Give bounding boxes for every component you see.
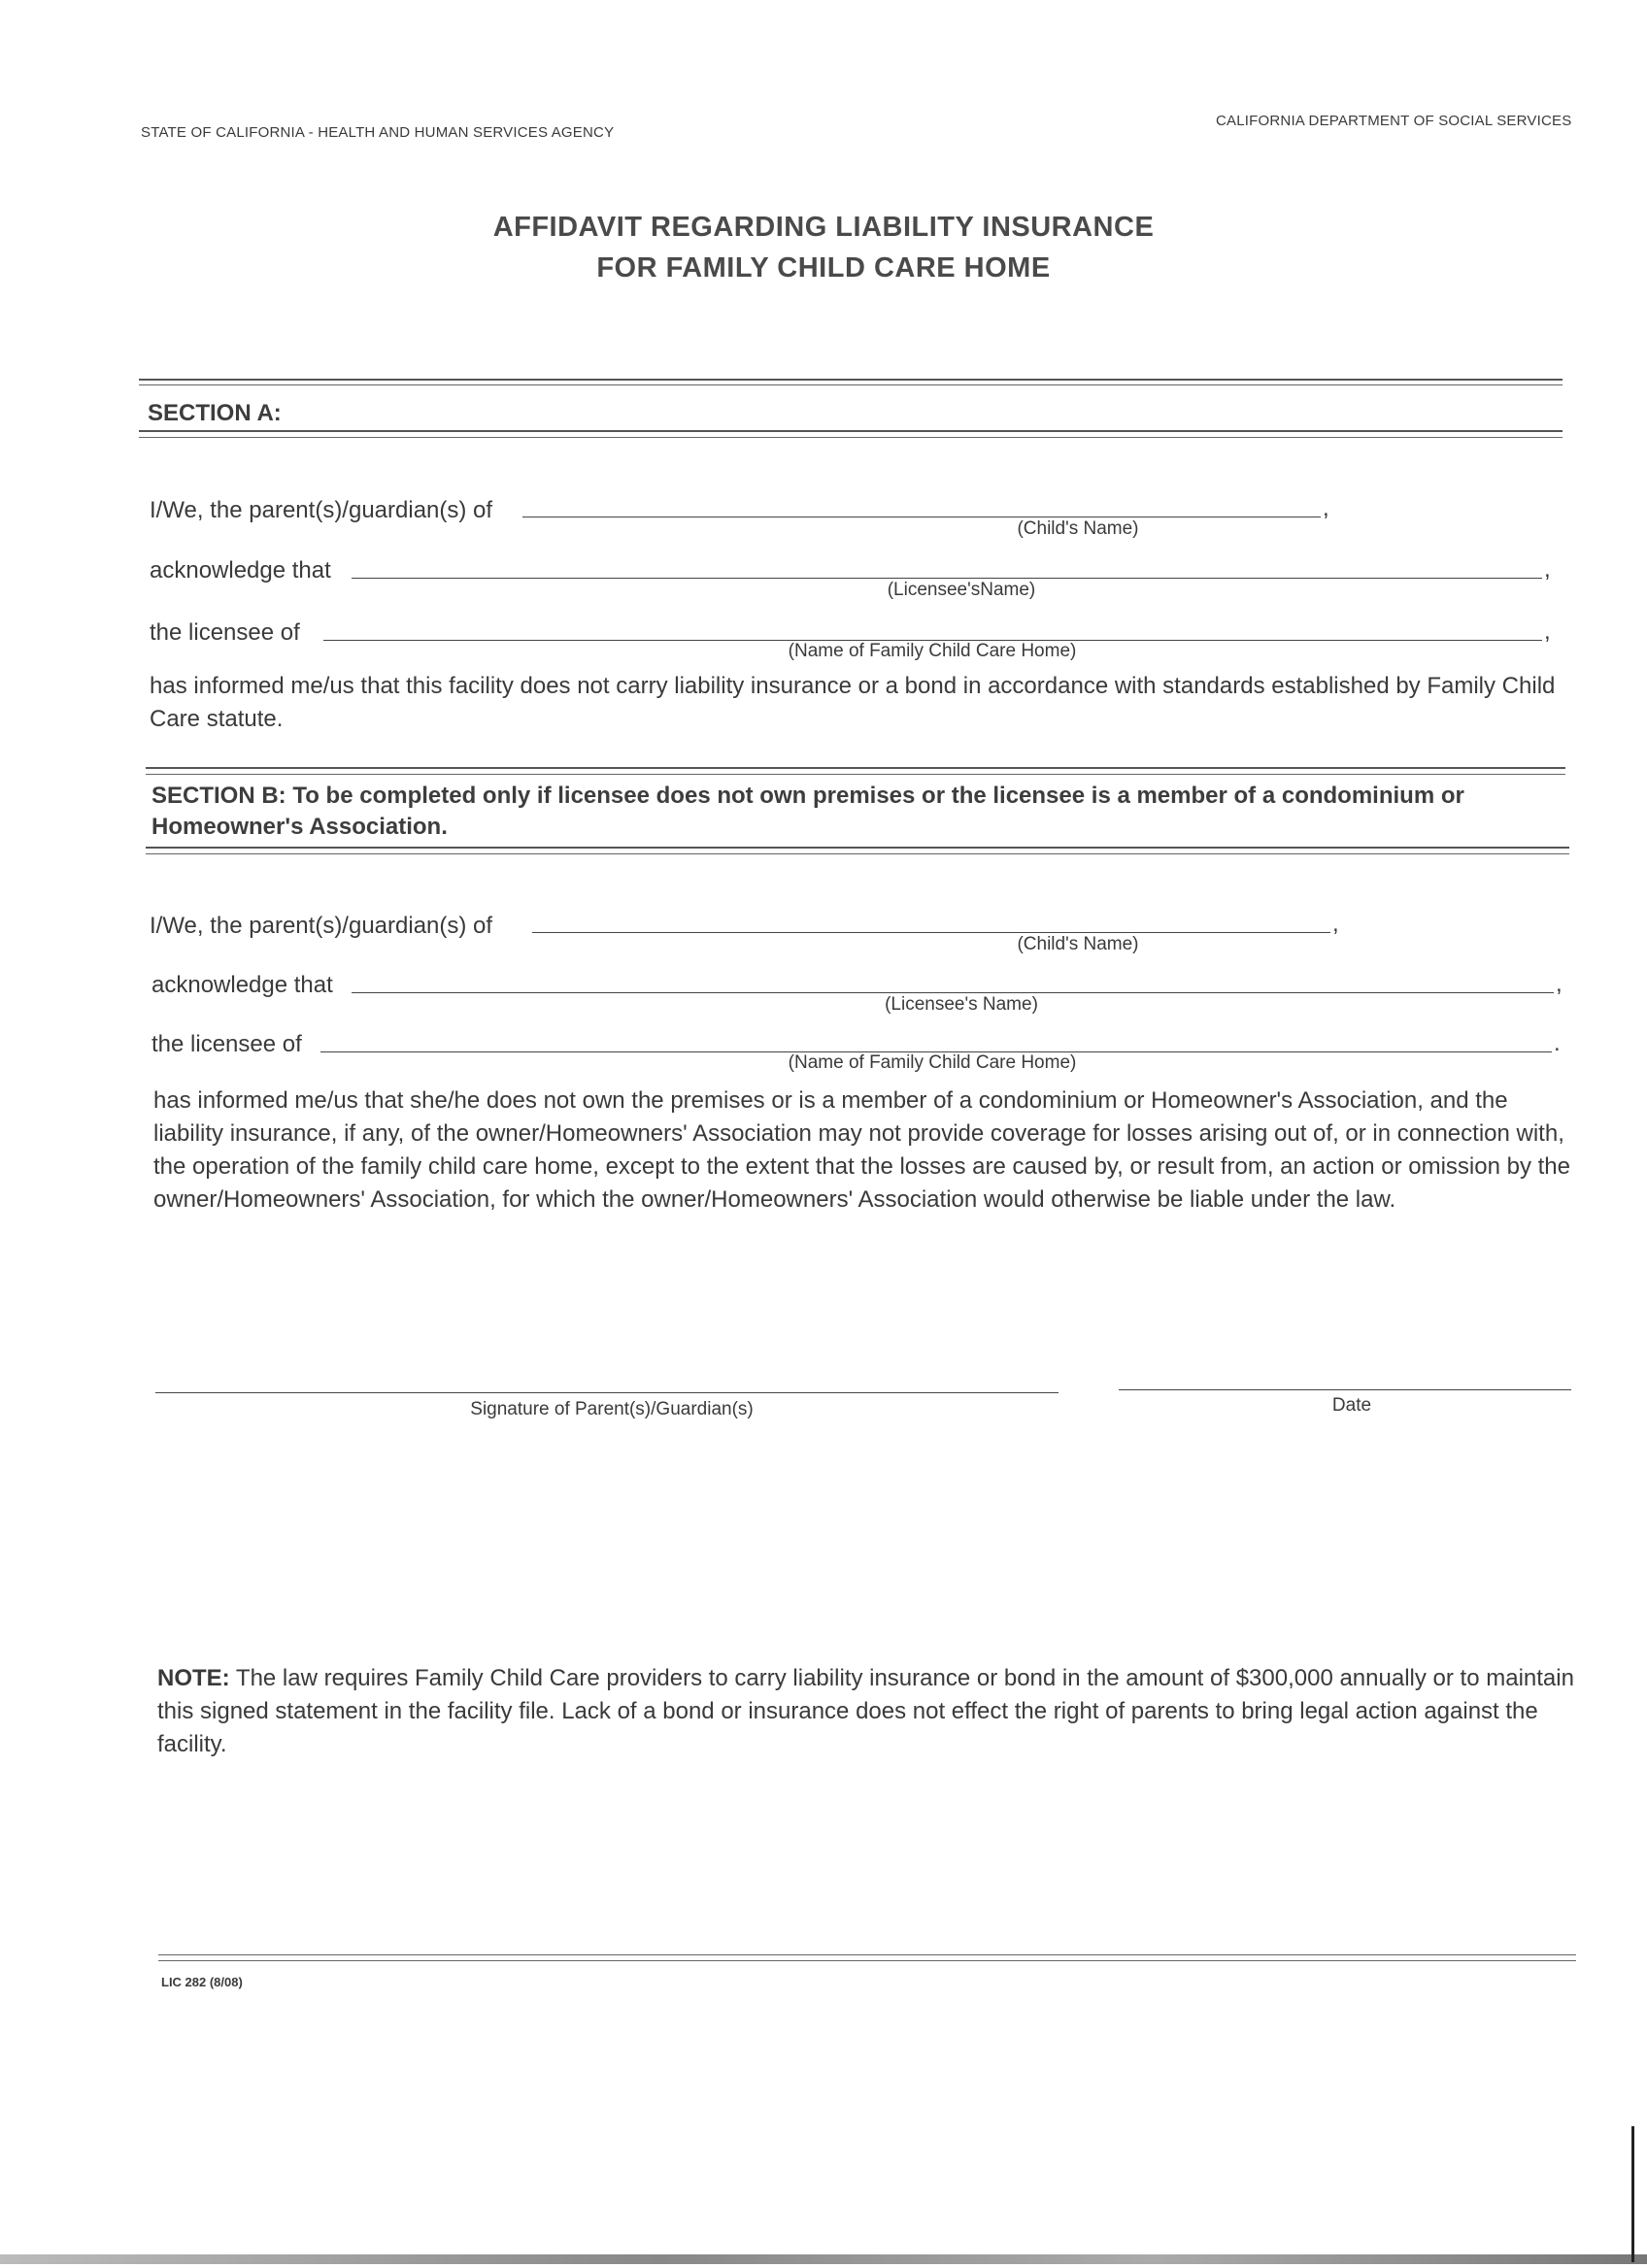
section-b-child-label: I/We, the parent(s)/guardian(s) of [150, 913, 493, 939]
section-a-licensee-caption: (Licensee'sName) [887, 580, 1036, 600]
note-paragraph [157, 1662, 1575, 1761]
section-b-bottom-rule-2 [146, 853, 1569, 854]
section-b-licensee-name-field[interactable] [352, 992, 1554, 993]
section-b-top-rule [146, 767, 1565, 769]
section-b-child-caption: (Child's Name) [1017, 934, 1139, 954]
form-title-line2: FOR FAMILY CHILD CARE HOME [596, 252, 1051, 284]
date-caption: Date [1331, 1395, 1372, 1416]
section-b-home-label: the licensee of [151, 1031, 302, 1057]
note-text: The law requires Family Child Care providers to carry liability insurance or bond in the amount of $300,000 annually or to maintain this signed statement in the facility file. Lack of a bond or insurance does not effect the right of parents to bring legal action against the facility. [157, 1665, 1574, 1757]
footer-rule [158, 1954, 1576, 1955]
date-field[interactable] [1119, 1389, 1571, 1390]
section-b-statement: has informed me/us that she/he does not own the premises or is a member of a condominium or Homeowner's Association, and the liability insurance, if any, of the owner/Homeowners' Association may not provide coverage for losses arising out of, or in connection with, the operation of the family child care home, except to the extent that the losses are caused by, or result from, an action or omission by the owner/Homeowners' Association, for which the owner/Homeowners' Association would otherwise be liable under the law. [153, 1087, 1570, 1213]
section-a-heading: SECTION A: [148, 400, 282, 426]
section-a-licensee-label: acknowledge that [150, 557, 331, 584]
section-b-licensee-label: acknowledge that [151, 972, 333, 998]
section-a-child-label: I/We, the parent(s)/guardian(s) of [150, 497, 493, 523]
form-code: LIC 282 (8/08) [161, 1975, 243, 1989]
form-title-line1: AFFIDAVIT REGARDING LIABILITY INSURANCE [492, 212, 1155, 243]
comma: , [1544, 556, 1551, 583]
section-b-home-caption: (Name of Family Child Care Home) [788, 1052, 1077, 1073]
comma: , [1556, 971, 1563, 997]
period: . [1554, 1030, 1561, 1056]
comma: , [1544, 618, 1551, 645]
department-header: CALIFORNIA DEPARTMENT OF SOCIAL SERVICES [1216, 113, 1572, 129]
section-b-bottom-rule [146, 847, 1569, 849]
section-a-child-caption: (Child's Name) [1017, 518, 1139, 539]
section-b-heading: SECTION B: To be completed only if licensee does not own premises or the licensee is a member of a condominium or Homeowner's Association. [151, 783, 1464, 840]
scan-edge-right [1631, 2126, 1634, 2262]
section-b-top-rule-2 [146, 774, 1565, 775]
note-label: NOTE: [157, 1665, 230, 1691]
agency-header: STATE OF CALIFORNIA - HEALTH AND HUMAN SERVICES AGENCY [141, 124, 615, 141]
section-a-top-rule [139, 379, 1563, 381]
signature-caption: Signature of Parent(s)/Guardian(s) [470, 1399, 754, 1419]
section-a-bottom-rule [139, 430, 1563, 432]
section-b-child-name-field[interactable] [532, 932, 1330, 933]
section-a-statement: has informed me/us that this facility does not carry liability insurance or a bond in accordance with standards established by Family Child Care statute. [150, 673, 1556, 732]
section-a-home-label: the licensee of [150, 619, 300, 646]
section-a-licensee-name-field[interactable] [352, 578, 1542, 579]
scan-edge-bottom [0, 2254, 1647, 2264]
comma: , [1323, 495, 1329, 521]
section-b-licensee-caption: (Licensee's Name) [885, 994, 1038, 1015]
section-a-bottom-rule-2 [139, 437, 1563, 438]
section-a-top-rule-2 [139, 384, 1563, 385]
comma: , [1332, 911, 1339, 937]
footer-rule-2 [158, 1960, 1576, 1961]
section-a-home-caption: (Name of Family Child Care Home) [788, 641, 1077, 661]
signature-field[interactable] [155, 1392, 1059, 1393]
